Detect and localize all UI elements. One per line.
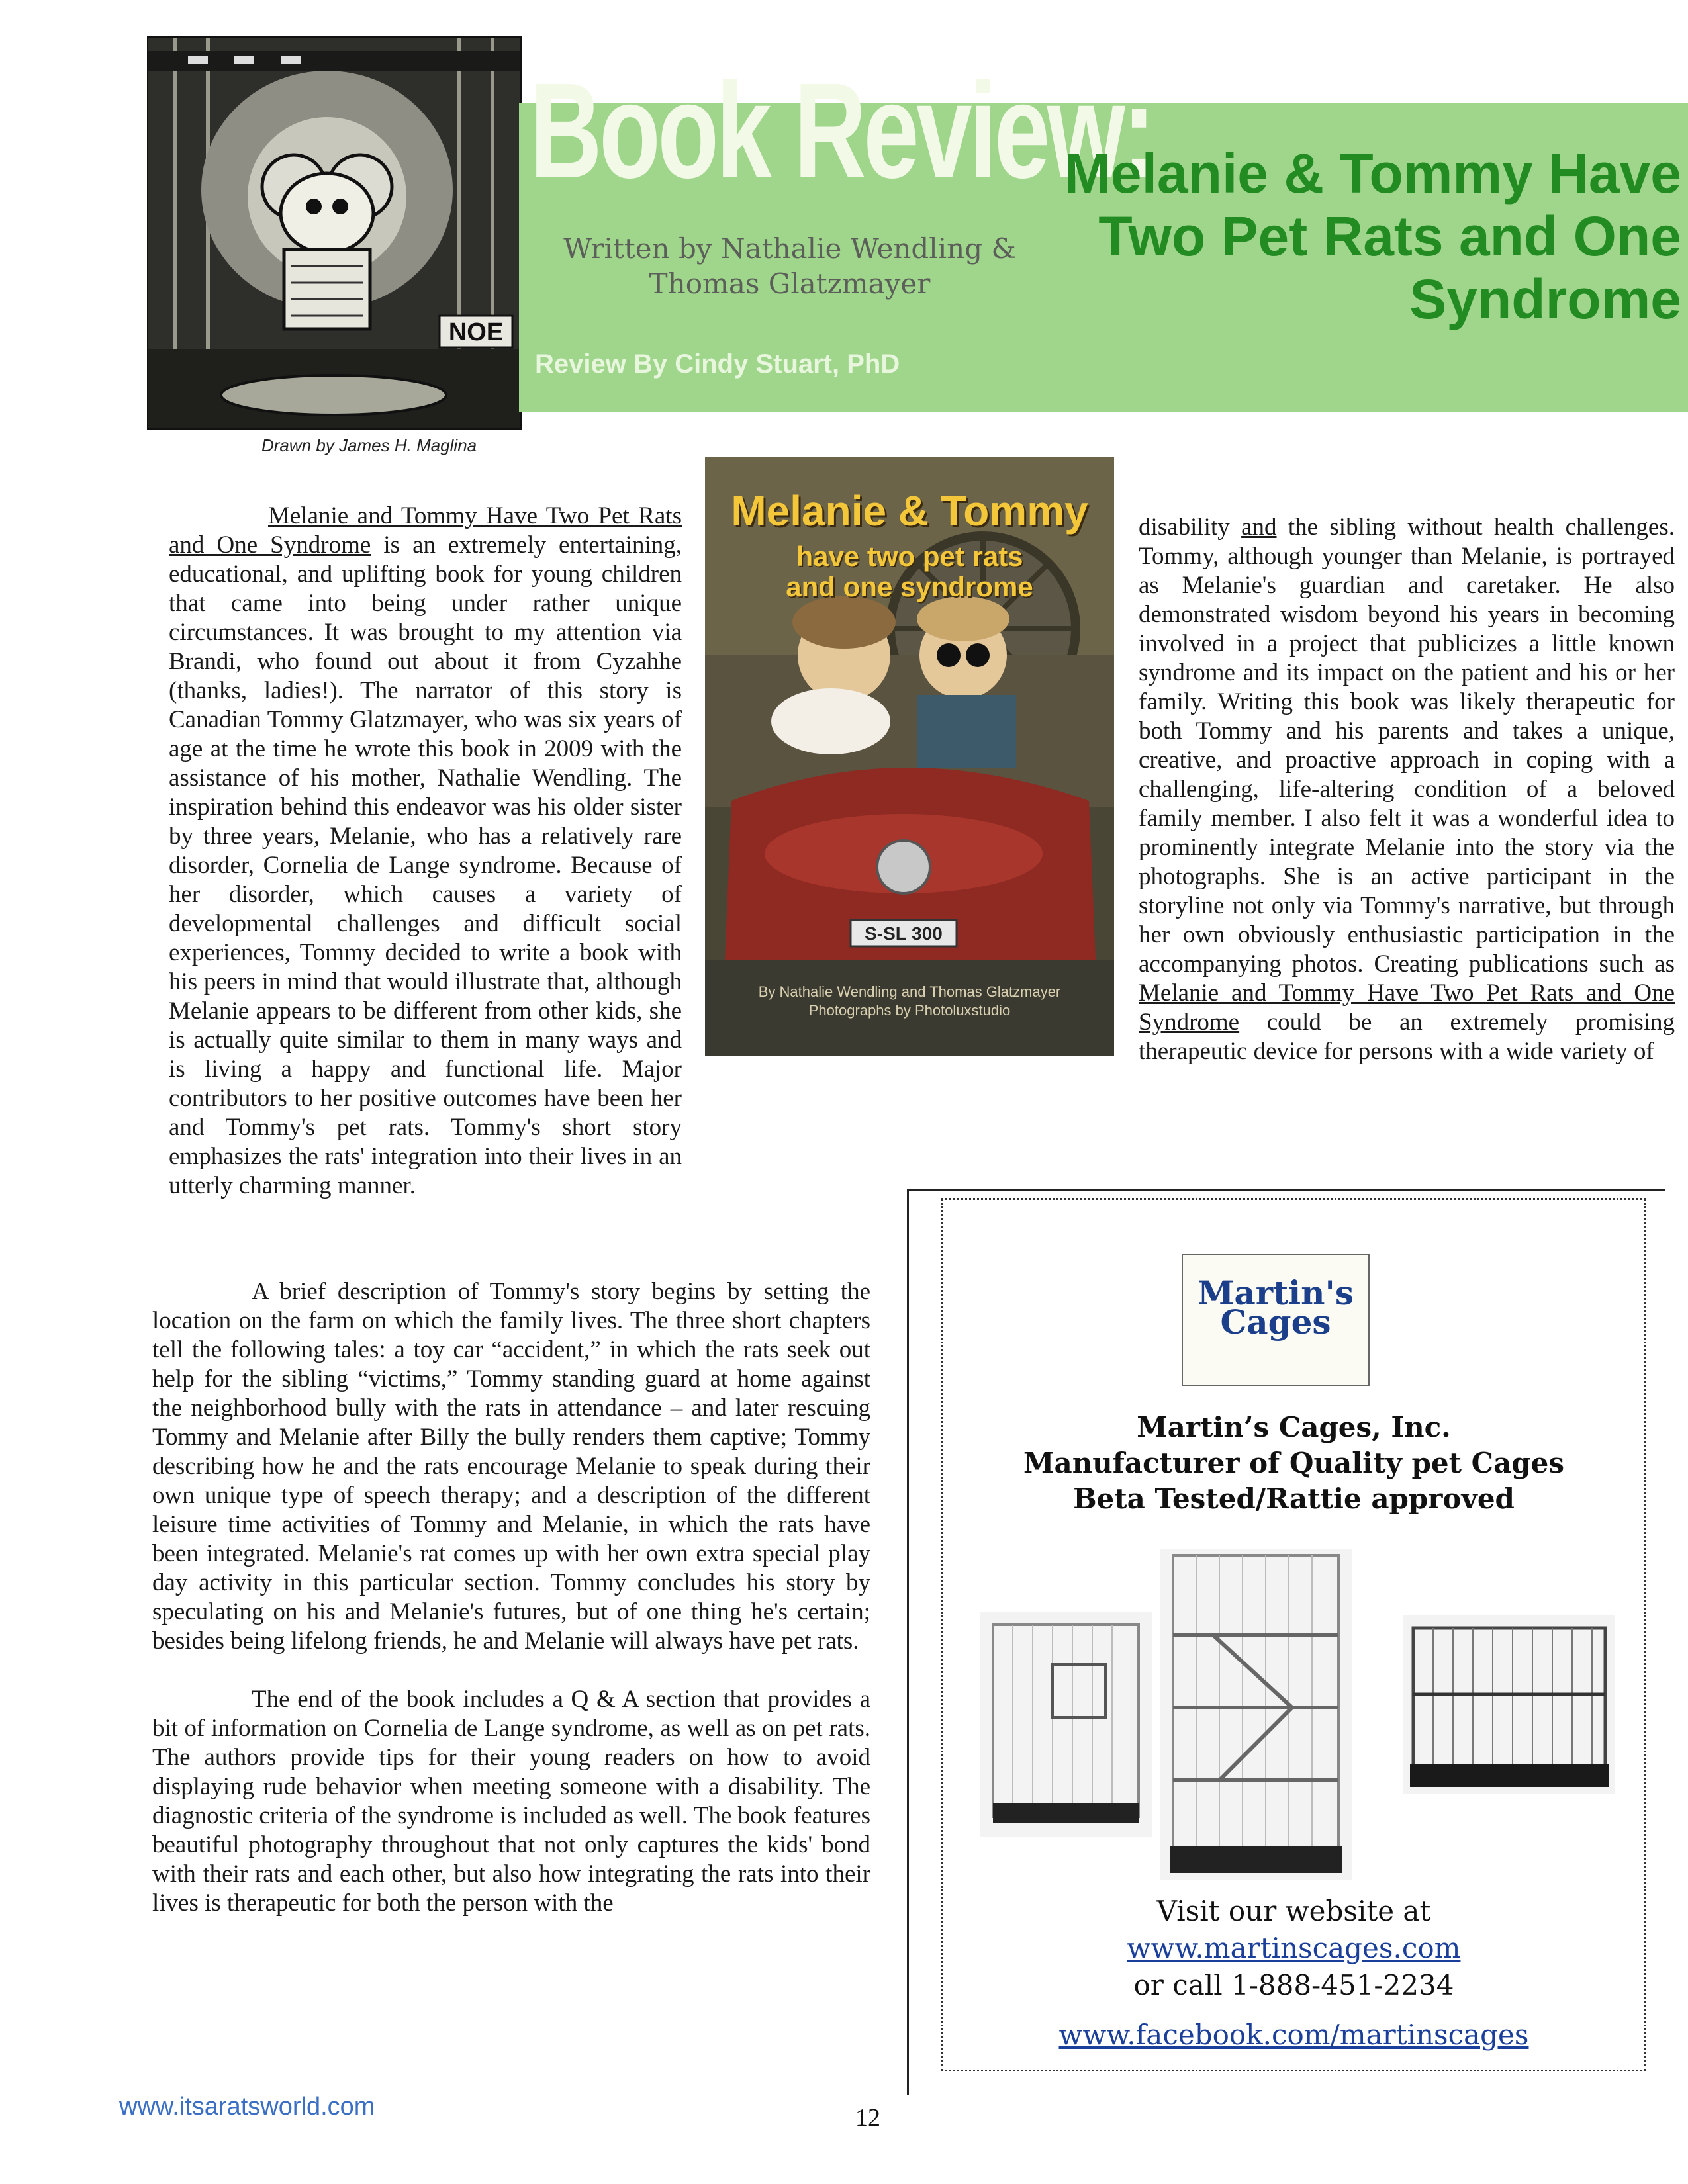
cover-credit-2: Photographs by Photoluxstudio — [808, 1002, 1011, 1019]
article-column-left — [152, 1277, 870, 1918]
cage-photo-center — [1160, 1549, 1352, 1880]
ad-facebook-link[interactable]: www.facebook.com/martinscages — [1058, 2019, 1529, 2051]
article-column-right — [1139, 513, 1675, 1066]
cage-left-drawing — [980, 1612, 1152, 1837]
logo-line-1: Martin's — [1197, 1273, 1354, 1312]
illustration-caption: Drawn by James H. Maglina — [261, 435, 477, 455]
cover-title-2a: have two pet rats — [796, 541, 1023, 572]
cover-plate: S-SL 300 — [865, 923, 943, 944]
cage-photo-right — [1403, 1615, 1615, 1794]
paragraph-2: A brief description of Tommy's story begins by setting the location on the farm on which the family lives. The three short chapters tell the following tales: a toy car “accident,” in which the rats seek out help for the sibling “victims,” Tommy standing guard at home against the neighborhood bully with the rats in attendance – and later rescuing Tommy and Melanie after Billy the bully renders them captive; Tommy describing how he and the rats encourage Melanie to speak during their own unique type of speech therapy; and a description of the different leisure time activities of Tommy and Melanie, in which the rats have been integrated. Melanie's rat comes up with her own extra special play day activity in this particular section. Tommy concludes his story by speculating on his and Melanie's futures, but of one thing he's certain; besides being lifelong friends, he and Melanie will always have pet rats. — [152, 1278, 870, 1655]
paragraph-1 — [169, 502, 682, 1201]
martins-cages-logo — [1182, 1254, 1370, 1386]
authors-line-2: Thomas Glatzmayer — [649, 267, 931, 300]
continued-and: and — [1241, 514, 1277, 541]
article-column-top — [169, 502, 682, 1201]
cover-title-2 — [705, 541, 1114, 602]
ad-company: Martin’s Cages, Inc. — [1137, 1411, 1451, 1443]
cover-credits — [725, 983, 1094, 1020]
cover-credit-1: By Nathalie Wendling and Thomas Glatzmayer — [758, 983, 1061, 1000]
column-divider — [907, 1189, 909, 2095]
paragraph-3: The end of the book includes a Q & A section that provides a bit of information on Cornelia de Lange syndrome, as well as on pet rats. The authors provide tips for their young readers on how to avoid displaying rude behavior when meeting someone with a disability. The diagnostic criteria of the syndrome is included as well. The book features beautiful photography throughout that not only captures the kids' bond with their rats and each other, but also how integrating the rats into their lives is therapeutic for both the person with the — [152, 1686, 870, 1917]
ad-top-rule — [907, 1189, 1665, 1191]
footer-site-link[interactable]: www.itsaratsworld.com — [119, 2093, 375, 2120]
illustration-sign: NOE — [448, 318, 504, 346]
ad-website-link[interactable]: www.martinscages.com — [1127, 1932, 1461, 1964]
ad-phone: or call 1-888-451-2234 — [1133, 1969, 1454, 2001]
continued-lead: disability — [1139, 514, 1230, 541]
section-label: Book Review: — [530, 55, 1153, 206]
rat-reading-drawing — [148, 38, 520, 428]
ad-approved: Beta Tested/Rattie approved — [1073, 1482, 1515, 1515]
cage-photo-left — [980, 1612, 1152, 1837]
paragraph-1-text: is an extremely entertaining, educational, and uplifting book for young children that came into being under rather unique circumstances. It was brought to my attention via Brandi, who found out about it from Cyzahhe (thanks, ladies!). The narrator of this story is Canadian Tommy Glatzmayer, who was six years of age at the time he wrote this book in 2009 with the assistance of his mother, Nathalie Wendling. The inspiration behind this endeavor was his older sister by three years, Melanie, who has a relatively rare disorder, Cornelia de Lange syndrome. Because of her disorder, which causes a variety of developmental challenges and difficult social experiences, Tommy decided to write a book with his peers in mind that would illustrate that, although Melanie appears to be different from other kids, she is actually quite similar to them in many ways and is living a happy and functional life. Major contributors to her positive outcomes have been her and Tommy's pet rats. Tommy's short story emphasizes the rats' integration into their lives in an utterly charming manner. — [169, 531, 682, 1199]
authors-line — [548, 232, 1031, 301]
paragraph-3-continued — [1139, 513, 1675, 1066]
book-cover-image — [705, 457, 1114, 1056]
book-title-ref: Melanie and Tommy Have Two Pet Rats and One Syndrome — [169, 502, 682, 559]
ad-contact — [941, 1893, 1646, 2004]
logo-text — [1183, 1273, 1368, 1342]
ad-headline — [941, 1410, 1646, 1517]
logo-line-2: Cages — [1220, 1302, 1331, 1342]
cover-title-2b: and one syndrome — [786, 571, 1033, 602]
cage-center-drawing — [1160, 1549, 1352, 1880]
cage-right-drawing — [1403, 1615, 1615, 1794]
authors-line-1: Written by Nathalie Wendling & — [563, 232, 1016, 265]
continued-text: the sibling without health challenges. Tommy, although younger than Melanie, is portrayed as Melanie's guardian and caretaker. He also demonstrated wisdom beyond his years in becoming involved in a project that publicizes a little known syndrome and its impact on the patient and his or her family. Writing this book was likely therapeutic for both Tommy and his parents and takes a unique, creative, and proactive approach in coping with a challenging, life-altering condition of a beloved family member. I also felt it was a wonderful idea to prominently integrate Melanie into the story via the photographs. She is an active participant in the storyline not only via Tommy's narrative, but through her own obviously enthusiastic participation in the accompanying photos. Creating publications such as — [1139, 514, 1675, 978]
header-illustration — [147, 36, 522, 430]
ad-tagline: Manufacturer of Quality pet Cages — [1023, 1447, 1565, 1479]
cover-title-1: Melanie & Tommy — [731, 487, 1088, 535]
reviewer-credit: Review By Cindy Stuart, PhD — [535, 349, 900, 379]
page-number: 12 — [855, 2104, 880, 2132]
ad-visit-label: Visit our website at — [1156, 1895, 1431, 1927]
book-title-ref-2: Melanie and Tommy Have Two Pet Rats and One Syndrome — [1139, 979, 1675, 1036]
book-title: Melanie & Tommy Have Two Pet Rats and One Syndrome — [1064, 142, 1681, 330]
continued-end: could be an extremely promising therapeutic device for persons with a wide variety of — [1139, 1009, 1675, 1065]
